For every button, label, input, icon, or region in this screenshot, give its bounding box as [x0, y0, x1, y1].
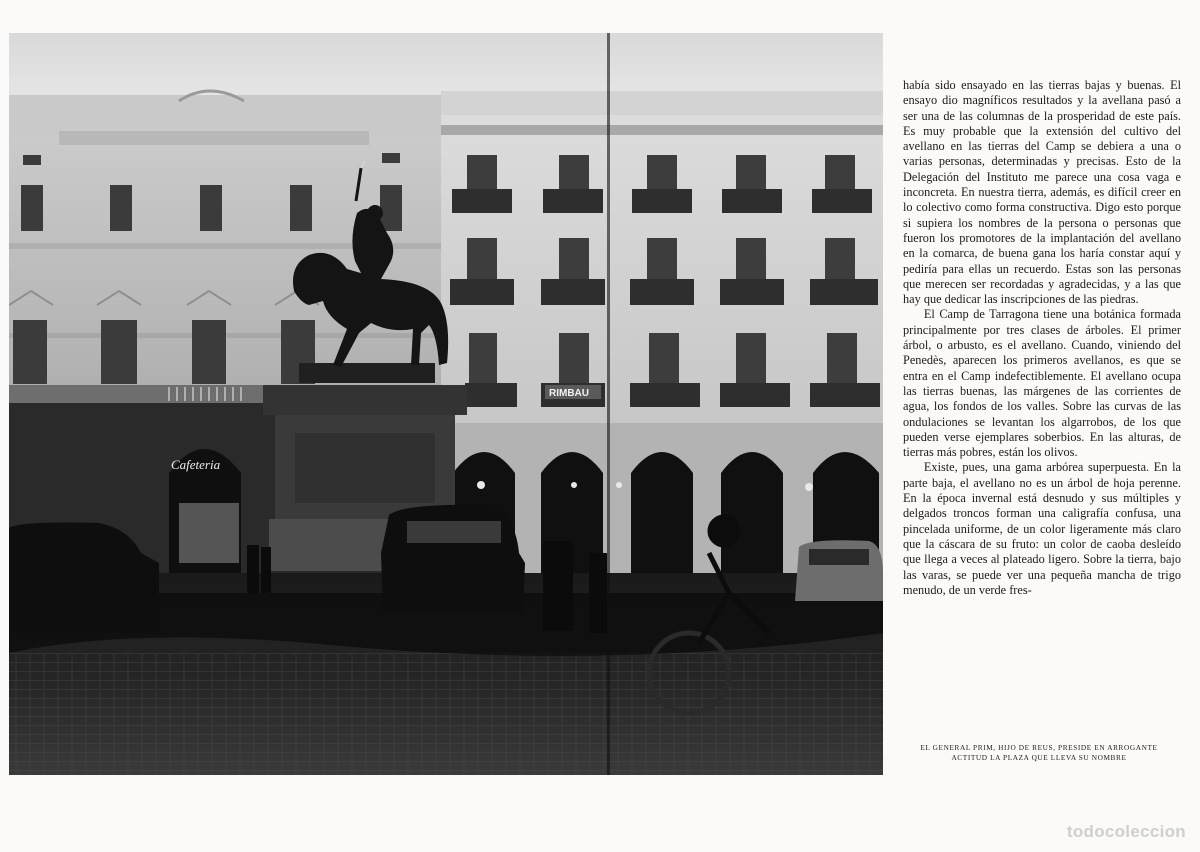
caption-line: ACTITUD LA PLAZA QUE LLEVA SU NOMBRE	[951, 753, 1127, 762]
photo-caption	[898, 743, 1180, 763]
svg-text:RIMBAU: RIMBAU	[549, 388, 589, 399]
svg-text:Cafeteria: Cafeteria	[171, 457, 221, 472]
article-paragraph: El Camp de Tarragona tiene una botánica formada principalmente por tres clases de árboles. El primer árbol, o arbusto, es el avellano. Cuando, viniendo del Penedès, aparecen los primeros avellanos, es que se entra en el Camp indefectiblemente. El avellano ocupa las tierras buenas, las márgenes de las corrientes de agua, los fondos de los valles. Sobre las curvas de las ondulaciones se levantan los algarrobos, de los que pueden verse ejemplares soberbios. En las alturas, de tierras más pobres, están los olivos.	[903, 307, 1181, 460]
watermark: todocoleccion	[1066, 822, 1186, 841]
article-text-column	[903, 78, 1181, 598]
rimbau-sign	[545, 385, 601, 399]
article-paragraph: había sido ensayado en las tierras bajas y buenas. El ensayo dio magníficos resultados y la avellana pasó a ser una de las columnas de la prosperidad de este país. Es muy probable que la extensión del cultivo del avellano en las tierras del Camp se debiera a una o varias personas, determinadas y precisas. Esto de la Delegación del Instituto me parece una cosa vaga e inconcreta. En nuestra tierra, además, es difícil creer en lo colectivo como forma constructiva. Digo esto porque si supiera los nombres de la persona o personas que fueron los promotores de la implantación del avellano en la comarca, de buena gana los haría constar aquí y pediría para ellas un recuerdo. Estas son las personas que merecen ser recordadas y agradecidas, y a las que hay que dedicar las inscripciones de las piedras.	[903, 78, 1181, 307]
caption-line: EL GENERAL PRIM, HIJO DE REUS, PRESIDE EN ARROGANTE	[920, 743, 1158, 752]
article-paragraph: Existe, pues, una gama arbórea superpuesta. En la parte baja, el avellano no es un árbol de hoja perenne. En la época invernal está desnudo y sus múltiples y delgados troncos forman una caligrafía confusa, una pincelada uniforme, de un color ligeramente más claro que la cáscara de su fruto: un color de caoba desleído que llega a veces al plateado ligero. Sobre la tierra, bajo las varas, se puede ver una pequeña mancha de trigo menudo, de un verde fres-	[903, 460, 1181, 597]
photo-general-prim-statue	[9, 33, 883, 775]
cafeteria-sign	[171, 457, 221, 472]
